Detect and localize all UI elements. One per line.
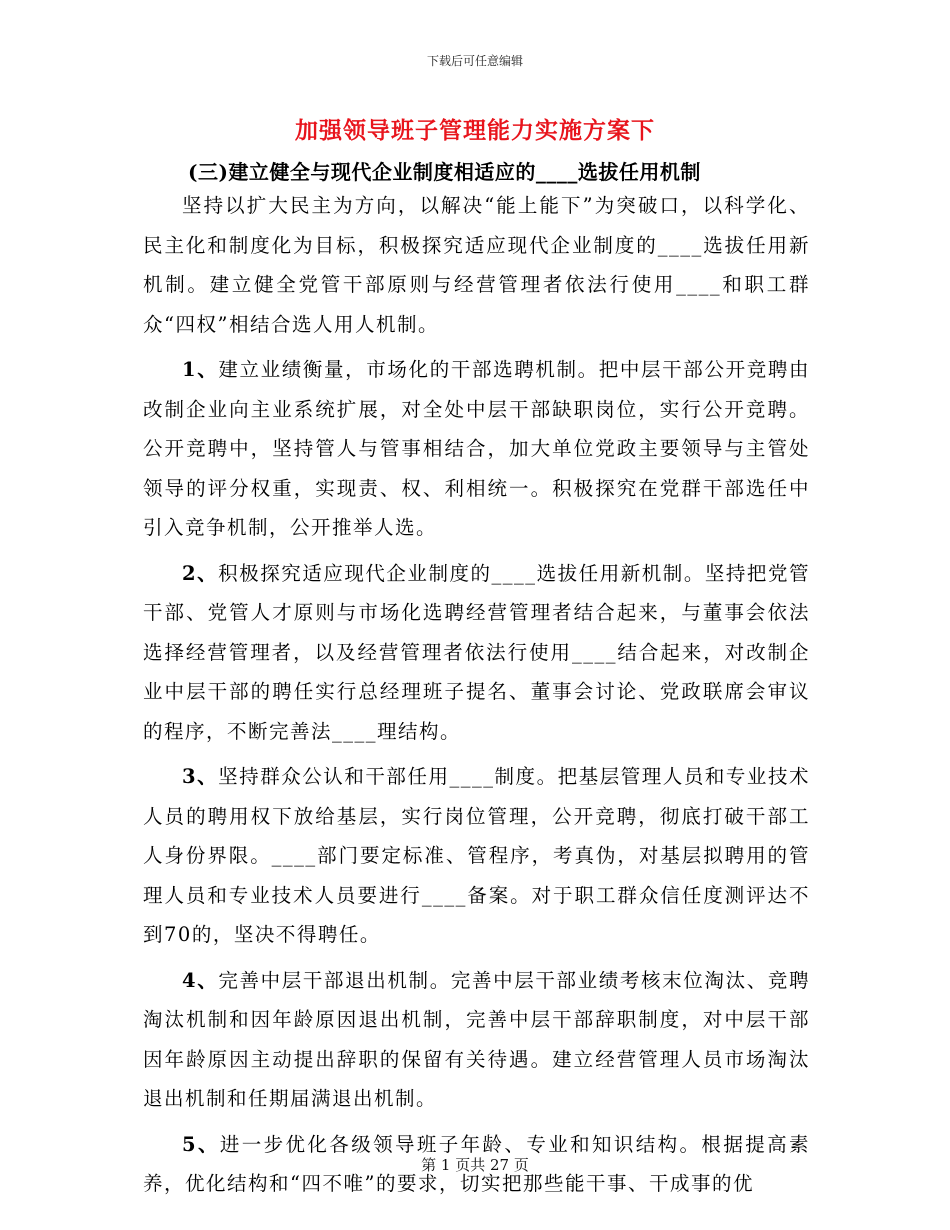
paragraph-number: 2、 xyxy=(182,561,219,585)
page-number-footer: 第 1 页共 27 页 xyxy=(421,1156,529,1174)
paragraph-text: 坚持以扩大民主为方向，以解决“能上能下”为突破口，以科学化、民主化和制度化为目标，积极探究适应现代企业制度的____选拔任用新机制。建立健全党管干部原则与经营管理者依法行使用____和职工群众“四权”相结合选人用人机制。 xyxy=(143,194,810,336)
paragraph-item-2 xyxy=(143,554,810,752)
paragraph-item-1 xyxy=(143,350,810,548)
paragraph-text: 进一步优化各级领导班子年龄、专业和知识结构。根据提高素养，优化结构和“四不唯”的要求，切实把那些能干事、干成事的优 xyxy=(143,1132,810,1195)
paragraph-number: 1、 xyxy=(182,358,219,381)
paragraph-intro xyxy=(143,186,810,344)
paragraph-text: 坚持群众公认和干部任用____制度。把基层管理人员和专业技术人员的聘用权下放给基层，实行岗位管理，公开竞聘，彻底打破干部工人身份界限。____部门要定标准、管程序，考真伪，对基层拟聘用的管理人员和专业技术人员要进行____备案。对于职工群众信任度测评达不到70的，坚决不得聘任。 xyxy=(143,765,810,946)
paragraph-text: 建立业绩衡量，市场化的干部选聘机制。把中层干部公开竞聘由改制企业向主业系统扩展，对全处中层干部缺职岗位，实行公开竞聘。公开竞聘中，坚持管人与管事相结合，加大单位党政主要领导与主管处领导的评分权重，实现责、权、利相统一。积极探究在党群干部选任中引入竞争机制，公开推举人选。 xyxy=(143,358,810,539)
paragraph-number: 4、 xyxy=(182,968,219,992)
paragraph-number: 3、 xyxy=(182,765,219,788)
section-heading: (三)建立健全与现代企业制度相适应的____选拔任用机制 xyxy=(188,160,701,184)
document-body xyxy=(143,186,810,1210)
paragraph-item-3 xyxy=(143,757,810,955)
paragraph-number: 5、 xyxy=(182,1132,220,1156)
document-title: 加强领导班子管理能力实施方案下 xyxy=(295,117,655,144)
paragraph-text: 完善中层干部退出机制。完善中层干部业绩考核末位淘汰、竞聘淘汰机制和因年龄原因退出机制，完善中层干部辞职制度，对中层干部因年龄原因主动提出辞职的保留有关待遇。建立经营管理人员市场淘汰退出机制和任期届满退出机制。 xyxy=(143,968,810,1110)
paragraph-text: 积极探究适应现代企业制度的____选拔任用新机制。坚持把党管干部、党管人才原则与市场化选聘经营管理者结合起来，与董事会依法选择经营管理者，以及经营管理者依法行使用____结合起来，对改制企业中层干部的聘任实行总经理班子提名、董事会讨论、党政联席会审议的程序，不断完善法____理结构。 xyxy=(143,561,810,743)
paragraph-item-4 xyxy=(143,961,810,1119)
page-header-note: 下载后可任意编辑 xyxy=(426,54,523,68)
